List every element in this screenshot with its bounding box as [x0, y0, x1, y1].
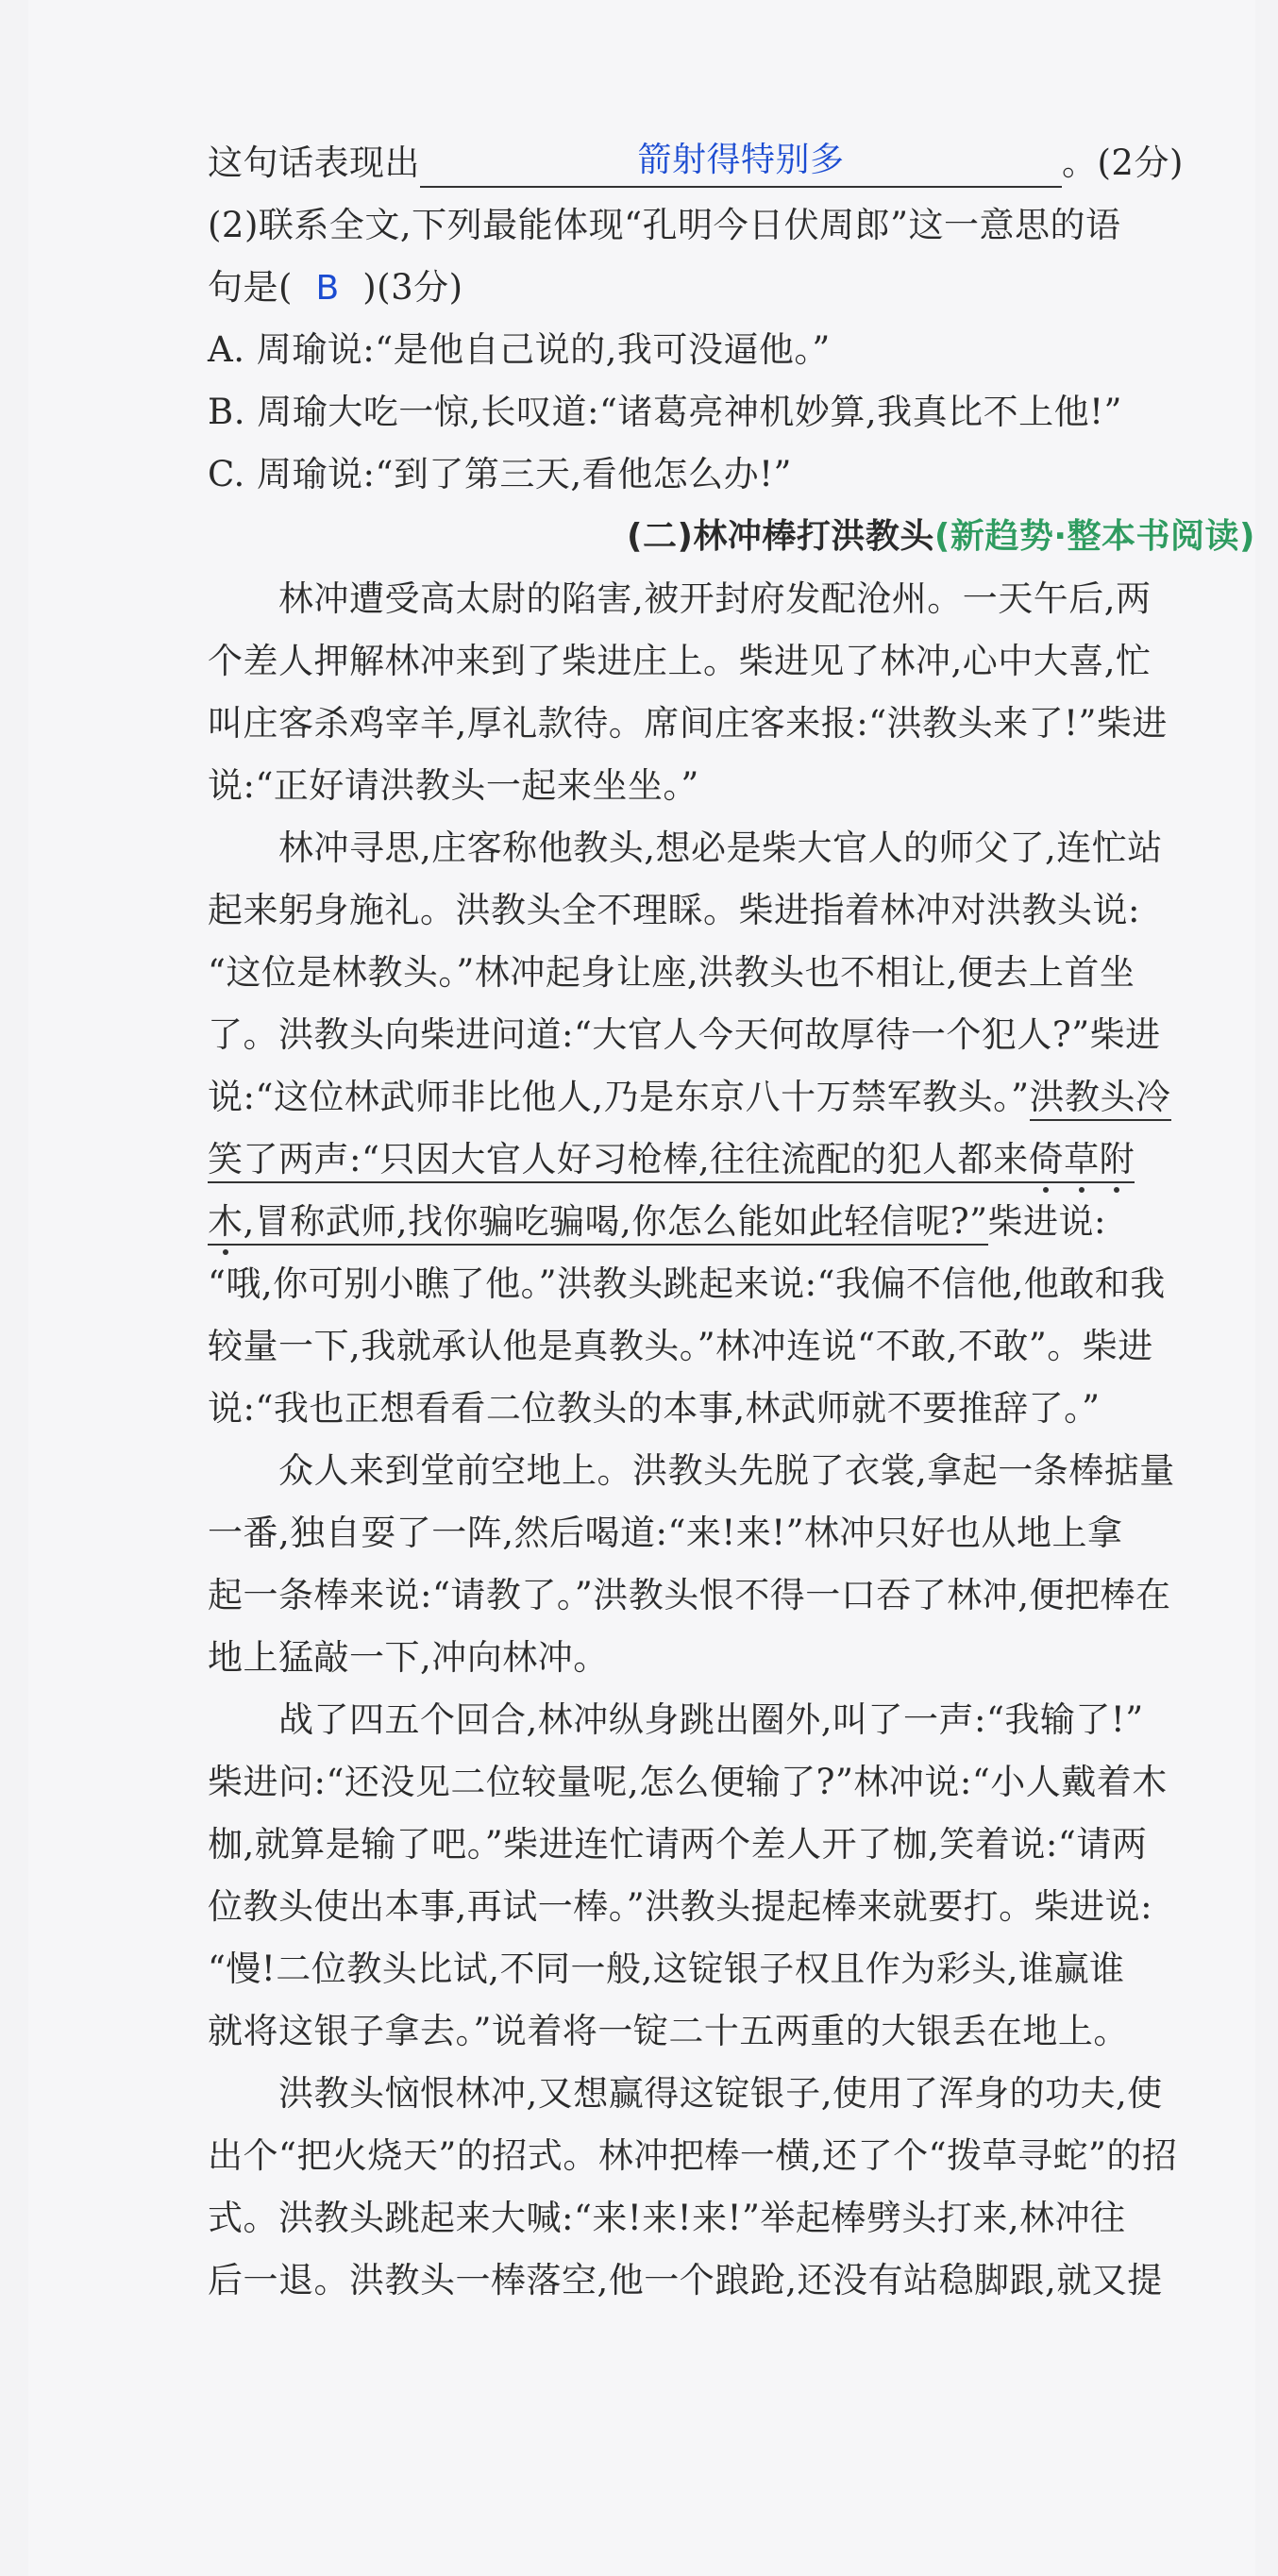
question-1-line: [208, 132, 1255, 194]
paragraph-1-line: 个差人押解林冲来到了柴进庄上。柴进见了林冲,心中大喜,忙: [208, 641, 1152, 681]
page-content: [208, 132, 1255, 2312]
underlined-text: ,冒称武师,找你骗吃骗喝,你怎么能如此轻信呢?”: [243, 1201, 988, 1242]
paragraph-5-line: 式。洪教头跳起来大喊:“来!来!来!”举起棒劈头打来,林冲往: [208, 2198, 1126, 2238]
paragraph-2-line: 了。洪教头向柴进问道:“大官人今天何故厚待一个犯人?”柴进: [208, 1014, 1161, 1055]
paragraph-3-line: 一番,独自耍了一阵,然后喝道:“来!来!”林冲只好也从地上拿: [208, 1513, 1123, 1553]
section-tag: (新趋势·整本书阅读): [933, 517, 1255, 556]
paragraph-5-line: 洪教头恼恨林冲,又想赢得这锭银子,使用了浑身的功夫,使: [278, 2073, 1163, 2114]
paragraph-2-line: 林冲寻思,庄客称他教头,想必是柴大官人的师父了,连忙站: [278, 828, 1163, 868]
paragraph-5-line: 后一退。洪教头一棒落空,他一个踉跄,还没有站稳脚跟,就又提: [208, 2260, 1163, 2300]
option-b: B. 周瑜大吃一惊,长叹道:“诸葛亮神机妙算,我真比不上他!”: [208, 392, 1122, 432]
book-page: [28, 0, 1255, 2576]
paragraph-2-line: 起来躬身施礼。洪教头全不理睬。柴进指着林冲对洪教头说:: [208, 890, 1140, 930]
plain-text: 柴进说:: [987, 1201, 1107, 1242]
emphasis-char: 木: [208, 1201, 244, 1242]
paragraph-3-line: 起一条棒来说:“请教了。”洪教头恨不得一口吞了林冲,便把棒在: [208, 1575, 1171, 1615]
q2-prefix: 句是(: [208, 267, 293, 308]
paragraph-1-line: 林冲遭受高太尉的陷害,被开封府发配沧州。一天午后,两: [278, 578, 1152, 619]
paragraph-4-line: 柴进问:“还没见二位较量呢,怎么便输了?”林冲说:“小人戴着木: [208, 1762, 1168, 1802]
paragraph-4-line: 枷,就算是输了吧。”柴进连忙请两个差人开了枷,笑着说:“请两: [208, 1824, 1148, 1865]
paragraph-2-line: [208, 1191, 1255, 1253]
paragraph-3-line: 众人来到堂前空地上。洪教头先脱了衣裳,拿起一条棒掂量: [278, 1450, 1175, 1491]
handwritten-answer-2: B: [315, 269, 340, 308]
underlined-text: 笑了两声:“只因大官人好习枪棒,往往流配的犯人都来: [208, 1139, 1029, 1179]
paragraph-3-line: 地上猛敲一下,冲向林冲。: [208, 1637, 609, 1678]
section-title-text: (二)林冲棒打洪教头: [626, 517, 934, 556]
paragraph-4-line: 位教头使出本事,再试一棒。”洪教头提起棒来就要打。柴进说:: [208, 1886, 1153, 1927]
q2-suffix: )(3分): [362, 267, 463, 308]
paragraph-4-line: 就将这银子拿去。”说着将一锭二十五两重的大银丢在地上。: [208, 2011, 1129, 2051]
paragraph-1-line: 叫庄客杀鸡宰羊,厚礼款待。席间庄客来报:“洪教头来了!”柴进: [208, 703, 1168, 744]
emphasis-char: 草: [1064, 1139, 1100, 1179]
emphasis-char: 附: [1099, 1139, 1135, 1179]
q1-prefix: 这句话表现出: [208, 142, 420, 183]
underlined-sentence: [208, 1139, 1135, 1183]
paragraph-2-line: 说:“我也正想看看二位教头的本事,林武师就不要推辞了。”: [208, 1388, 1101, 1429]
paragraph-2-line: “哦,你可别小瞧了他。”洪教头跳起来说:“我偏不信他,他敢和我: [208, 1263, 1166, 1304]
paragraph-2-line: “这位是林教头。”林冲起身让座,洪教头也不相让,便去上首坐: [208, 952, 1135, 993]
underlined-sentence: 洪教头冷: [1030, 1077, 1171, 1121]
paragraph-2-line: 较量一下,我就承认他是真教头。”林冲连说“不敢,不敢”。柴进: [208, 1326, 1153, 1366]
option-a: A. 周瑜说:“是他自己说的,我可没逼他。”: [208, 329, 831, 370]
paragraph-1-line: 说:“正好请洪教头一起来坐坐。”: [208, 765, 699, 806]
handwritten-answer-1: 箭射得特别多: [637, 141, 845, 179]
question-2-line-2: [208, 257, 1255, 319]
paragraph-4-line: “慢!二位教头比试,不同一般,这锭银子权且作为彩头,谁赢谁: [208, 1949, 1125, 1989]
section-title: [208, 506, 1255, 568]
q1-score: 。(2分): [1062, 142, 1184, 183]
option-c: C. 周瑜说:“到了第三天,看他怎么办!”: [208, 454, 792, 494]
underlined-sentence: [208, 1201, 988, 1246]
plain-text: 说:“这位林武师非比他人,乃是东京八十万禁军教头。”: [208, 1077, 1030, 1117]
paragraph-2-line: [208, 1129, 1255, 1191]
answer-blank: [420, 141, 1062, 188]
question-2-line-1: (2)联系全文,下列最能体现“孔明今日伏周郎”这一意思的语: [208, 205, 1121, 245]
paragraph-5-line: 出个“把火烧天”的招式。林冲把棒一横,还了个“拨草寻蛇”的招: [208, 2135, 1178, 2176]
paragraph-2-line: [208, 1066, 1255, 1129]
emphasis-char: 倚: [1028, 1139, 1065, 1179]
paragraph-4-line: 战了四五个回合,林冲纵身跳出圈外,叫了一声:“我输了!”: [278, 1699, 1144, 1740]
